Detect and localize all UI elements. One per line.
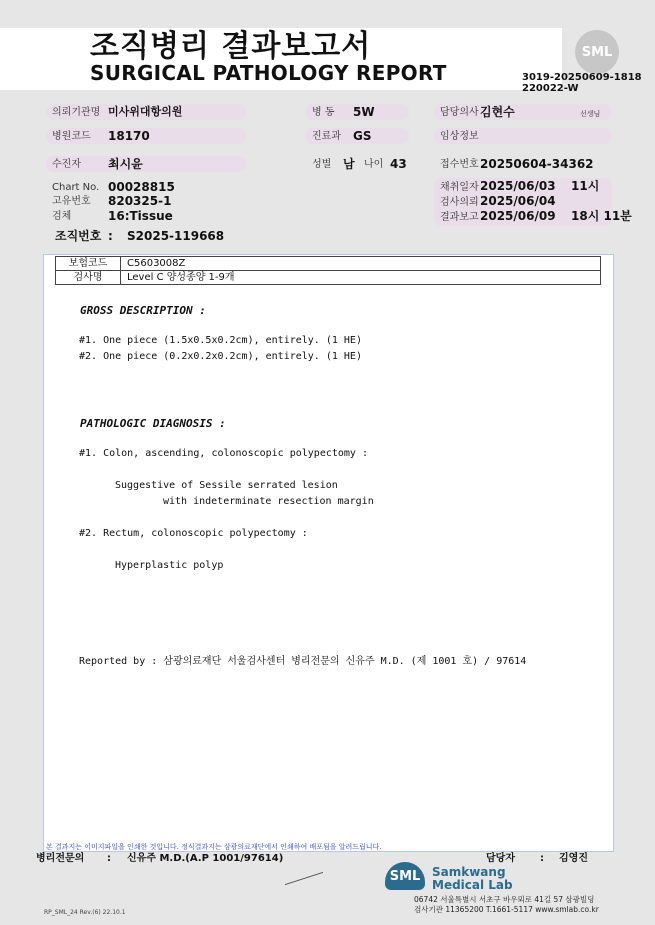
diagnosis-1-site: #1. Colon, ascending, colonoscopic polypectomy : — [79, 448, 368, 459]
table-row — [56, 271, 601, 285]
age-label: 나이 — [364, 159, 384, 170]
report-code-line1: 3019-20250609-1818 — [522, 72, 642, 83]
diagnosis-2-site: #2. Rectum, colonoscopic polypectomy : — [79, 528, 308, 539]
diagnosis-2-line1: Hyperplastic polyp — [115, 560, 224, 571]
gross-line-1: #1. One piece (1.5x0.5x0.2cm), entirely. (1 HE) — [79, 335, 362, 346]
sex-label: 성별 — [312, 159, 332, 170]
report-date-label: 결과보고 — [440, 212, 479, 223]
unique-no-label: 고유번호 — [52, 196, 91, 207]
insurance-code-value: C5603008Z — [121, 257, 601, 271]
report-title-korean: 조직병리 결과보고서 — [90, 29, 372, 64]
tissue-no-value: S2025-119668 — [127, 229, 225, 243]
insurance-code-label: 보험코드 — [56, 257, 121, 271]
collection-date-value: 2025/06/03 — [480, 179, 556, 193]
doctor-label: 담당의사 — [440, 107, 479, 118]
receipt-no-value: 20250604-34362 — [480, 157, 594, 171]
patient-name-label: 수진자 — [52, 159, 81, 170]
reported-by: Reported by : 삼광의료재단 서울검사센터 병리전문의 신유주 M.D. (제 1001 호) / 97614 — [79, 656, 527, 667]
lab-name-line2: Medical Lab — [432, 878, 513, 892]
institution-label: 의뢰기관명 — [52, 107, 101, 118]
staff-separator: : — [540, 853, 544, 864]
chart-no-label: Chart No. — [52, 182, 100, 193]
lab-address-line1: 06742 서울특별시 서초구 바우뫼로 41길 57 삼광빌딩 — [414, 895, 595, 904]
form-code: RP_SML_24 Rev.(6) 22.10.1 — [44, 909, 126, 916]
collection-date-label: 채취일자 — [440, 182, 479, 193]
report-time-value: 18시 11분 — [571, 209, 632, 223]
request-date-label: 검사의뢰 — [440, 197, 479, 208]
ward-label: 병 동 — [312, 107, 335, 118]
collection-time-value: 11시 — [571, 179, 600, 193]
clinical-info-label: 임상정보 — [440, 131, 479, 142]
sex-value: 남 — [343, 157, 355, 171]
test-name-label: 검사명 — [56, 271, 121, 285]
doctor-suffix: 선생님 — [580, 110, 601, 118]
diagnosis-1-line2: with indeterminate resection margin — [163, 496, 374, 507]
staff-value: 김영진 — [559, 853, 588, 864]
pathologist-separator: : — [107, 853, 111, 864]
report-code — [522, 72, 652, 94]
table-row — [56, 257, 601, 271]
staff-label: 담당자 — [486, 853, 515, 864]
department-label: 진료과 — [312, 131, 341, 142]
insurance-table — [55, 256, 601, 285]
specimen-value: 16:Tissue — [108, 209, 173, 223]
pathologist-value: 신유주 M.D.(A.P 1001/97614) — [127, 853, 284, 864]
gross-line-2: #2. One piece (0.2x0.2x0.2cm), entirely. (1 HE) — [79, 351, 362, 362]
lab-name-line1: Samkwang — [432, 865, 506, 879]
lab-name — [432, 866, 513, 892]
tissue-no-separator: : — [108, 229, 113, 243]
patient-name-value: 최시윤 — [108, 157, 143, 171]
specimen-label: 검체 — [52, 211, 72, 222]
report-date-value: 2025/06/09 — [480, 209, 556, 223]
report-code-line2: 220022-W — [522, 83, 579, 94]
diagnosis-1-line1: Suggestive of Sessile serrated lesion — [115, 480, 338, 491]
institution-value: 미사위대항의원 — [108, 105, 183, 118]
pathologic-diagnosis-heading: PATHOLOGIC DIAGNOSIS : — [80, 417, 226, 430]
sml-logo-icon: SML — [575, 30, 619, 74]
age-value: 43 — [390, 157, 407, 171]
chart-no-value: 00028815 — [108, 180, 175, 194]
gross-description-heading: GROSS DESCRIPTION : — [80, 304, 206, 317]
report-title-english: SURGICAL PATHOLOGY REPORT — [90, 61, 447, 85]
lab-address-line2: 검사기관 11365200 T.1661-5117 www.smlab.co.kr — [414, 905, 599, 914]
request-date-value: 2025/06/04 — [480, 194, 556, 208]
doctor-value: 김현수 — [480, 105, 515, 119]
samkwang-logo-icon: SML — [385, 862, 425, 890]
ward-value: 5W — [353, 105, 375, 119]
receipt-no-label: 접수번호 — [440, 159, 479, 170]
image-print-notice: 본 결과지는 이미지파일을 인쇄한 것입니다. 정식결과지는 삼광의료재단에서 인쇄하여 배포됨을 알려드립니다. — [46, 843, 382, 851]
tissue-no-label: 조직번호 — [55, 229, 102, 243]
unique-no-value: 820325-1 — [108, 194, 172, 208]
hospital-code-value: 18170 — [108, 129, 150, 143]
pathologist-label: 병리전문의 — [36, 853, 85, 864]
signature-icon — [285, 850, 323, 885]
hospital-code-label: 병원코드 — [52, 131, 91, 142]
test-name-value: Level C 양성종양 1-9개 — [121, 271, 601, 285]
lab-address — [414, 895, 599, 915]
department-value: GS — [353, 129, 372, 143]
